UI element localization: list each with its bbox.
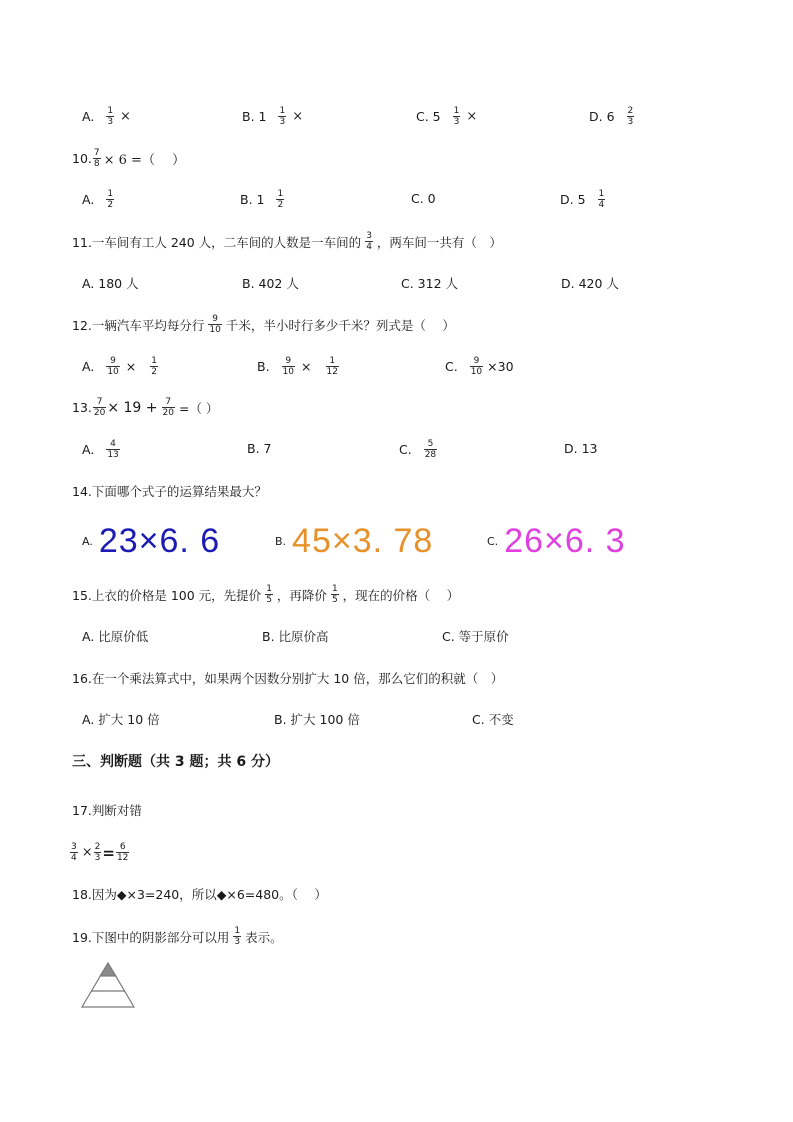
fraction: $\frac{2}{3}$ bbox=[627, 106, 634, 127]
fraction: $\frac{9}{10}$ bbox=[282, 356, 295, 377]
q17-question: 17.判断对错 bbox=[72, 803, 142, 818]
option-label: A. bbox=[82, 192, 95, 207]
equals-sign: = bbox=[102, 843, 115, 862]
fraction: $\frac{1}{3}$ bbox=[107, 106, 114, 127]
times-30: ×30 bbox=[487, 359, 514, 374]
option-label: D. 5 bbox=[560, 192, 586, 207]
option-label: B. 1 bbox=[240, 192, 265, 207]
q16-option-c: C. 不变 bbox=[472, 712, 514, 727]
option-label: B. bbox=[275, 535, 287, 548]
fraction: $\frac{6}{12}$ bbox=[116, 842, 129, 863]
q13-option-a bbox=[82, 439, 124, 460]
q13-question bbox=[72, 397, 218, 418]
option-label: A. bbox=[82, 109, 95, 124]
q13-option-b: B. 7 bbox=[247, 441, 272, 456]
q12-option-b bbox=[257, 356, 343, 377]
fraction: $\frac{1}{12}$ bbox=[326, 356, 338, 377]
fraction: $\frac{9}{10}$ bbox=[107, 356, 119, 377]
fraction: $\frac{1}{2}$ bbox=[277, 189, 284, 210]
option-label: C. 5 bbox=[416, 109, 441, 124]
q19-question bbox=[72, 926, 283, 947]
q9-option-d bbox=[589, 106, 638, 127]
q9-option-a bbox=[82, 106, 131, 127]
q10-option-a bbox=[82, 189, 118, 210]
q10-option-b bbox=[240, 189, 288, 210]
q16-question: 16.在一个乘法算式中，如果两个因数分别扩大 10 倍，那么它们的积就（ ） bbox=[72, 671, 504, 686]
fraction: $\frac{2}{3}$ bbox=[94, 842, 101, 863]
option-label: C. bbox=[487, 535, 499, 548]
question-number: 13. bbox=[72, 400, 92, 415]
fraction: $\frac{7}{20}$ bbox=[162, 397, 174, 418]
q13-option-d: D. 13 bbox=[564, 441, 598, 456]
fraction: $\frac{1}{5}$ bbox=[331, 584, 338, 605]
q13-option-c bbox=[399, 439, 441, 460]
option-label: A. bbox=[82, 535, 93, 548]
fraction: $\frac{1}{3}$ bbox=[279, 106, 286, 127]
q10-question bbox=[72, 148, 185, 169]
q15-option-b: B. 比原价高 bbox=[262, 629, 329, 644]
section-heading: 三、判断题（共 3 题；共 6 分） bbox=[72, 754, 279, 770]
triangle-diagram-icon bbox=[80, 960, 136, 1010]
q12-question bbox=[72, 314, 455, 335]
question-text: ，两车间一共有（ ） bbox=[376, 234, 502, 250]
fraction: $\frac{1}{2}$ bbox=[107, 189, 114, 210]
q11-option-a: A. 180 人 bbox=[82, 276, 139, 291]
option-label: C. bbox=[399, 442, 412, 457]
option-label: B. 1 bbox=[242, 109, 267, 124]
q11-question bbox=[72, 231, 502, 252]
q12-option-c bbox=[445, 356, 514, 377]
q9-option-c bbox=[416, 106, 477, 127]
q11-option-d: D. 420 人 bbox=[561, 276, 619, 291]
question-text: 12.一辆汽车平均每分行 bbox=[72, 317, 205, 333]
fraction: $\frac{1}{5}$ bbox=[266, 584, 272, 605]
times-sign: × bbox=[81, 845, 93, 860]
q9-option-b bbox=[242, 106, 303, 127]
question-text: 表示。 bbox=[245, 929, 283, 945]
times-sign: × bbox=[301, 359, 312, 374]
times-sign: × bbox=[466, 109, 478, 124]
question-text: 11.一车间有工人 240 人，二车间的人数是一车间的 bbox=[72, 234, 362, 250]
option-label: C. 0 bbox=[411, 191, 436, 206]
option-label: A. bbox=[82, 442, 95, 457]
times-sign: × bbox=[292, 109, 304, 124]
fraction: $\frac{7}{8}$ bbox=[93, 148, 100, 169]
triangle-figure bbox=[80, 960, 136, 1013]
fraction: $\frac{4}{13}$ bbox=[107, 439, 119, 460]
fraction: $\frac{1}{3}$ bbox=[234, 926, 241, 947]
times-sign: × bbox=[120, 109, 131, 124]
expression: 23×6. 6 bbox=[98, 522, 221, 560]
times-sign: × bbox=[125, 359, 137, 374]
q10-option-d bbox=[560, 189, 609, 210]
q10-option-c bbox=[411, 191, 436, 206]
question-text: ，现在的价格（ ） bbox=[342, 587, 460, 603]
q14-option-a bbox=[82, 522, 220, 561]
q12-option-a bbox=[82, 356, 162, 377]
fraction: $\frac{9}{10}$ bbox=[209, 314, 221, 335]
q11-option-b: B. 402 人 bbox=[242, 276, 299, 291]
q15-option-c: C. 等于原价 bbox=[442, 629, 509, 644]
question-text: =（ ） bbox=[178, 400, 219, 416]
q17-expression bbox=[70, 842, 130, 863]
question-text: × 6 =（ ） bbox=[103, 153, 186, 168]
q16-option-a: A. 扩大 10 倍 bbox=[82, 712, 160, 727]
expression: 26×6. 3 bbox=[504, 522, 626, 560]
option-label: B. bbox=[257, 359, 270, 374]
q16-option-b: B. 扩大 100 倍 bbox=[274, 712, 360, 727]
option-label: A. bbox=[82, 359, 95, 374]
question-text: 19.下图中的阴影部分可以用 bbox=[72, 929, 230, 945]
question-text: ，再降价 bbox=[276, 587, 327, 603]
fraction: $\frac{7}{20}$ bbox=[93, 397, 106, 418]
option-label: D. 6 bbox=[589, 109, 615, 124]
q14-option-c bbox=[487, 522, 626, 561]
question-text: 千米，半小时行多少千米？列式是（ ） bbox=[225, 317, 455, 333]
fraction: $\frac{1}{4}$ bbox=[598, 189, 605, 210]
fraction: $\frac{3}{4}$ bbox=[366, 231, 372, 252]
q14-option-b bbox=[275, 522, 433, 561]
question-text: × 19 + bbox=[107, 399, 158, 416]
q15-option-a: A. 比原价低 bbox=[82, 629, 149, 644]
question-number: 10. bbox=[72, 151, 92, 166]
fraction: $\frac{5}{28}$ bbox=[424, 439, 437, 460]
q18-question: 18.因为◆×3=240，所以◆×6=480。（ ） bbox=[72, 887, 327, 902]
fraction: $\frac{1}{3}$ bbox=[453, 106, 460, 127]
option-label: C. bbox=[445, 359, 458, 374]
fraction: $\frac{9}{10}$ bbox=[470, 356, 483, 377]
q14-question: 14.下面哪个式子的运算结果最大？ bbox=[72, 484, 267, 499]
q15-question bbox=[72, 584, 459, 605]
fraction: $\frac{3}{4}$ bbox=[71, 842, 77, 863]
expression: 45×3. 78 bbox=[292, 522, 434, 560]
question-text: 15.上衣的价格是 100 元，先提价 bbox=[72, 587, 262, 603]
fraction: $\frac{1}{2}$ bbox=[151, 356, 157, 377]
q11-option-c: C. 312 人 bbox=[401, 276, 459, 291]
